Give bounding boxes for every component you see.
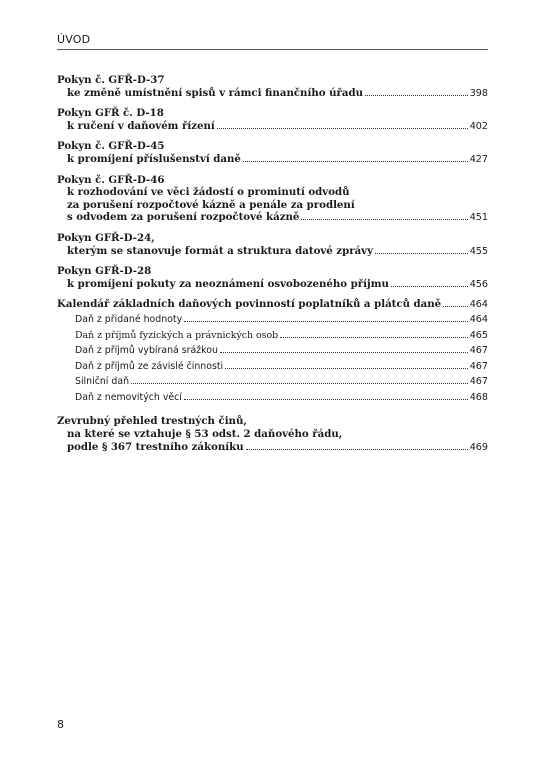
entry-last-line[interactable] [57,211,488,225]
entry-last-line-text: k promíjení pokuty za neoznámení osvobozeného příjmu [67,277,389,290]
entry-last-line[interactable] [57,245,488,259]
calendar-item-text: Daň z příjmů vybíraná srážkou [75,345,218,357]
calendar-item-text: Silniční daň [75,376,130,388]
overview-line: na které se vztahuje § 53 odst. 2 daňového řádu, [67,428,343,441]
entry-last-line-page: 455 [469,245,488,257]
entry-line: za porušení rozpočtové kázně a penále za prodlení [67,198,355,211]
entry-last-line-page: 402 [469,120,488,132]
entry-title: Pokyn č. GFŘ-D-46 [57,173,165,186]
toc-entry [57,107,488,133]
dot-leader [184,399,468,400]
calendar-title-text: Kalendář základních daňových povinností poplatníků a plátců daně [57,298,442,311]
dot-leader [246,449,468,450]
entry-last-line-text: k promíjení příslušenství daně [67,152,241,165]
entry-title: Pokyn GFŘ-D-28 [57,265,152,278]
calendar-item-page: 467 [469,345,488,357]
overview-title: Zevrubný přehled trestných činů, [57,415,247,428]
dot-leader [131,383,468,384]
entry-last-line-text: s odvodem za porušení rozpočtové kázně [67,211,300,224]
dot-leader [184,321,468,322]
entry-last-line[interactable] [57,153,488,167]
dot-leader [217,128,468,129]
dot-leader [391,286,468,287]
dot-leader [365,95,468,96]
overview-last-line[interactable] [57,441,488,455]
calendar-item-page: 467 [469,360,488,372]
dot-leader [243,161,468,162]
table-of-contents [57,74,488,461]
toc-entry-overview [57,415,488,454]
entry-title: Pokyn č. GFŘ-D-37 [57,74,165,86]
calendar-item[interactable] [57,312,488,328]
calendar-title[interactable] [57,298,488,312]
entry-last-line-text: ke změně umístnění spisů v rámci finančního úřadu [67,86,363,99]
calendar-item[interactable] [57,343,488,359]
toc-entry [57,265,488,291]
dot-leader [301,219,467,220]
calendar-item[interactable] [57,374,488,390]
entry-title: Pokyn GFŘ č. D-18 [57,107,164,120]
toc-entry [57,140,488,166]
running-header: ÚVOD [57,33,488,50]
entry-last-line-page: 451 [469,212,488,224]
entry-last-line[interactable] [57,120,488,134]
entry-last-line-text: kterým se stanovuje formát a struktura datové zprávy [67,244,374,257]
calendar-item-page: 467 [469,376,488,388]
entry-last-line-page: 456 [469,278,488,290]
calendar-item[interactable] [57,359,488,375]
dot-leader [220,352,468,353]
page-number: 8 [57,718,64,731]
calendar-item-page: 464 [469,313,488,325]
calendar-item-text: Daň z příjmů ze závislé činnosti [75,360,224,372]
dot-leader [225,368,468,369]
entry-title: Pokyn GFŘ-D-24, [57,231,155,244]
toc-entry-calendar [57,298,488,405]
toc-entry [57,174,488,225]
toc-entry [57,232,488,258]
entry-last-line[interactable] [57,278,488,292]
entry-title: Pokyn č. GFŘ-D-45 [57,140,165,153]
calendar-title-page: 464 [469,299,488,311]
overview-last-line-page: 469 [469,441,488,453]
overview-last-line-text: podle § 367 trestního zákoníku [67,440,244,453]
entry-last-line[interactable] [57,87,488,101]
calendar-item-text: Daň z přidané hodnoty [75,313,183,325]
entry-line: k rozhodování ve věci žádostí o prominutí odvodů [67,186,350,199]
calendar-item[interactable] [57,390,488,406]
entry-last-line-page: 427 [469,153,488,165]
calendar-item-page: 465 [469,329,488,341]
calendar-item[interactable] [57,328,488,344]
dot-leader [375,253,468,254]
calendar-item-text: Daň z nemovitých věcí [75,391,182,403]
calendar-item-text: Daň z příjmů fyzických a právnických osob [75,329,279,341]
dot-leader [280,337,468,338]
entry-last-line-page: 398 [469,87,488,99]
calendar-item-page: 468 [469,391,488,403]
toc-entry [57,74,488,100]
dot-leader [443,306,468,307]
entry-last-line-text: k ručení v daňovém řízení [67,119,215,132]
